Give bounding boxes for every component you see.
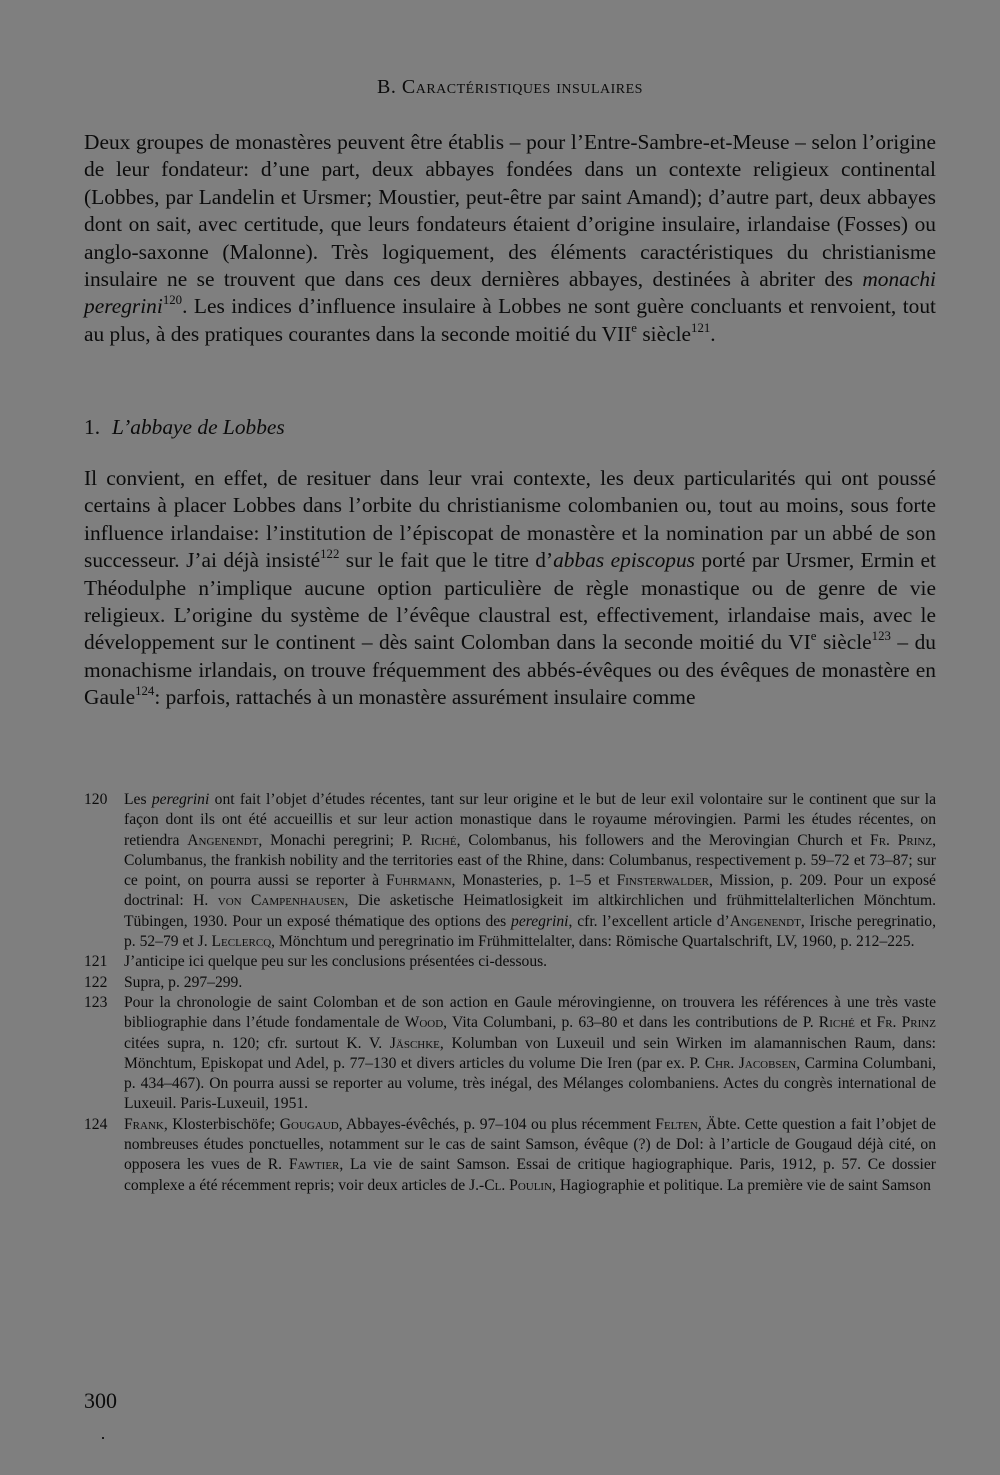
footnote-number: 124: [84, 1115, 108, 1133]
footnote-number: 123: [84, 993, 108, 1011]
page-number: 300: [84, 1388, 117, 1413]
italic-term: monachi peregrini: [84, 267, 936, 319]
footnote-ref[interactable]: 124: [135, 684, 155, 699]
paragraph-2: Il convient, en effet, de resituer dans leur vrai contexte, les deux particularités qui ont poussé certains à placer Lobbes dans l’orbite du christianisme colombanien ou, tout au moins, sous forte influence irlandaise: l’institution de l’épiscopat de monastère et la nomination par un abbé de son successeur. J’ai déjà insisté$^{122}$ sur le fait que le titre d’abbas episcopus porté par Ursmer, Ermin et Théodulphe n’implique aucune option particulière de règle monastique ou de genre de vie religieux. L’origine du système de l’évêque claustral est, effectivement, irlandaise mais, avec le développement sur le continent – dès saint Colomban dans la seconde moitié du VIe siècle$^{123}$ – du monachisme irlandais, on trouve fréquemment des abbés-évêques ou des évêques de monastère en Gaule$^{124}$: parfois, rattachés à un monastère assurément insulaire comme: [84, 466, 936, 710]
footnote-text: Pour la chronologie de saint Colomban et de son action en Gaule mérovingienne, on trouvera les références à une très vaste bibliographie dans l’étude fondamentale de Wood, Vita Columbani, p. 63–80 et dans les contributions de P. Riché et Fr. Prinz citées supra, n. 120; cfr. surtout K. V. Jäschke, Kolumban von Luxeuil und sein Wirken im alamannischen Raum, dans: Mönchtum, Episkopat und Adel, p. 77–130 et divers articles du volume Die Iren (par ex. P. Chr. Jacobsen, Carmina Columbani, p. 434–467). On pourra aussi se reporter au volume, très inégal, des Mélanges colombaniens. Actes du congrès international de Luxeuil. Paris-Luxeuil, 1951.: [124, 993, 936, 1113]
footnote-text: J’anticipe ici quelque peu sur les conclusions présentées ci-dessous.: [124, 953, 548, 971]
footnote-ref[interactable]: 123: [871, 629, 891, 644]
footnote-121: [84, 952, 936, 972]
subheading-title: L’abbaye de Lobbes: [112, 415, 285, 439]
footnote-ref[interactable]: 120: [162, 293, 183, 308]
footnote-number: 121: [84, 953, 108, 971]
footnote-ref[interactable]: 121: [691, 320, 711, 335]
subheading: [84, 415, 285, 440]
footnote-124: [84, 1115, 936, 1196]
section-heading: B. Caractéristiques insulaires: [377, 76, 643, 98]
footnote-text: Frank, Klosterbischöfe; Gougaud, Abbayes-évêchés, p. 97–104 ou plus récemment Felten, Äbte. Cette question a fait l’objet de nombreuses études ponctuelles, notamment sur le cas de saint Samson, évêque (?) de Dol: à l’article de Gougaud déjà cité, on opposera les vues de R. Fawtier, La vie de saint Samson. Essai de critique hagiographique. Paris, 1912, p. 57. Ce dossier complexe a été récemment repris; voir deux articles de J.-Cl. Poulin, Hagiographie et politique. La première vie de saint Samson: [124, 1115, 936, 1194]
speck-mark: [102, 1437, 104, 1439]
footnote-122: [84, 973, 936, 993]
footnote-number: 120: [84, 791, 108, 808]
footnotes: [84, 790, 936, 1196]
footnote-text: Supra, p. 297–299.: [124, 973, 243, 991]
paragraph-1: Deux groupes de monastères peuvent être établis – pour l’Entre-Sambre-et-Meuse – selon l’origine de leur fondateur: d’une part, deux abbayes fondées dans un contexte religieux continental (Lobbes, par Landelin et Ursmer; Moustier, peut-être par saint Amand); d’autre part, deux abbayes dont on sait, avec certitude, que leurs fondateurs étaient d’origine insulaire, irlandaise (Fosses) ou anglo-saxonne (Malonne). Très logiquement, des éléments caractéristiques du christianisme insulaire ne se trouvent que dans ces deux dernières abbayes, destinées à abriter des monachi peregrini$^{120}$. Les indices d’influence insulaire à Lobbes ne sont guère concluants et renvoient, tout au plus, à des pratiques courantes dans la seconde moitié du VIIe siècle$^{121}$.: [84, 130, 936, 346]
italic-term: abbas episcopus: [553, 548, 695, 573]
footnote-ref[interactable]: 122: [320, 547, 340, 562]
subheading-number: 1.: [84, 415, 101, 439]
footnote-120: [84, 790, 936, 952]
footnote-123: [84, 993, 936, 1115]
footnote-number: 122: [84, 973, 108, 991]
footnote-text: Les peregrini ont fait l’objet d’études récentes, tant sur leur origine et le but de leur exil volontaire sur le continent que sur la façon dont ils ont été accueillis et sur leur action monastique dans le royaume mérovingien. Parmi les études récentes, on retiendra Angenendt, Monachi peregrini; P. Riché, Colombanus, his followers and the Merovingian Church et Fr. Prinz, Columbanus, the frankish nobility and the territories east of the Rhine, dans: Columbanus, respectivement p. 59–72 et 73–87; sur ce point, on pourra aussi se reporter à Fuhrmann, Monasteries, p. 1–5 et Finsterwalder, Mission, p. 209. Pour un exposé doctrinal: H. von Campenhausen, Die asketische Heimatlosigkeit im altkirchlichen und frühmittelalterlichen Mönchtum. Tübingen, 1930. Pour un exposé thématique des options des peregrini, cfr. l’excellent article d’Angenendt, Irische peregrinatio, p. 52–79 et J. Leclercq, Mönchtum und peregrinatio im Frühmittelalter, dans: Römische Quartalschrift, LV, 1960, p. 212–225.: [124, 791, 936, 951]
